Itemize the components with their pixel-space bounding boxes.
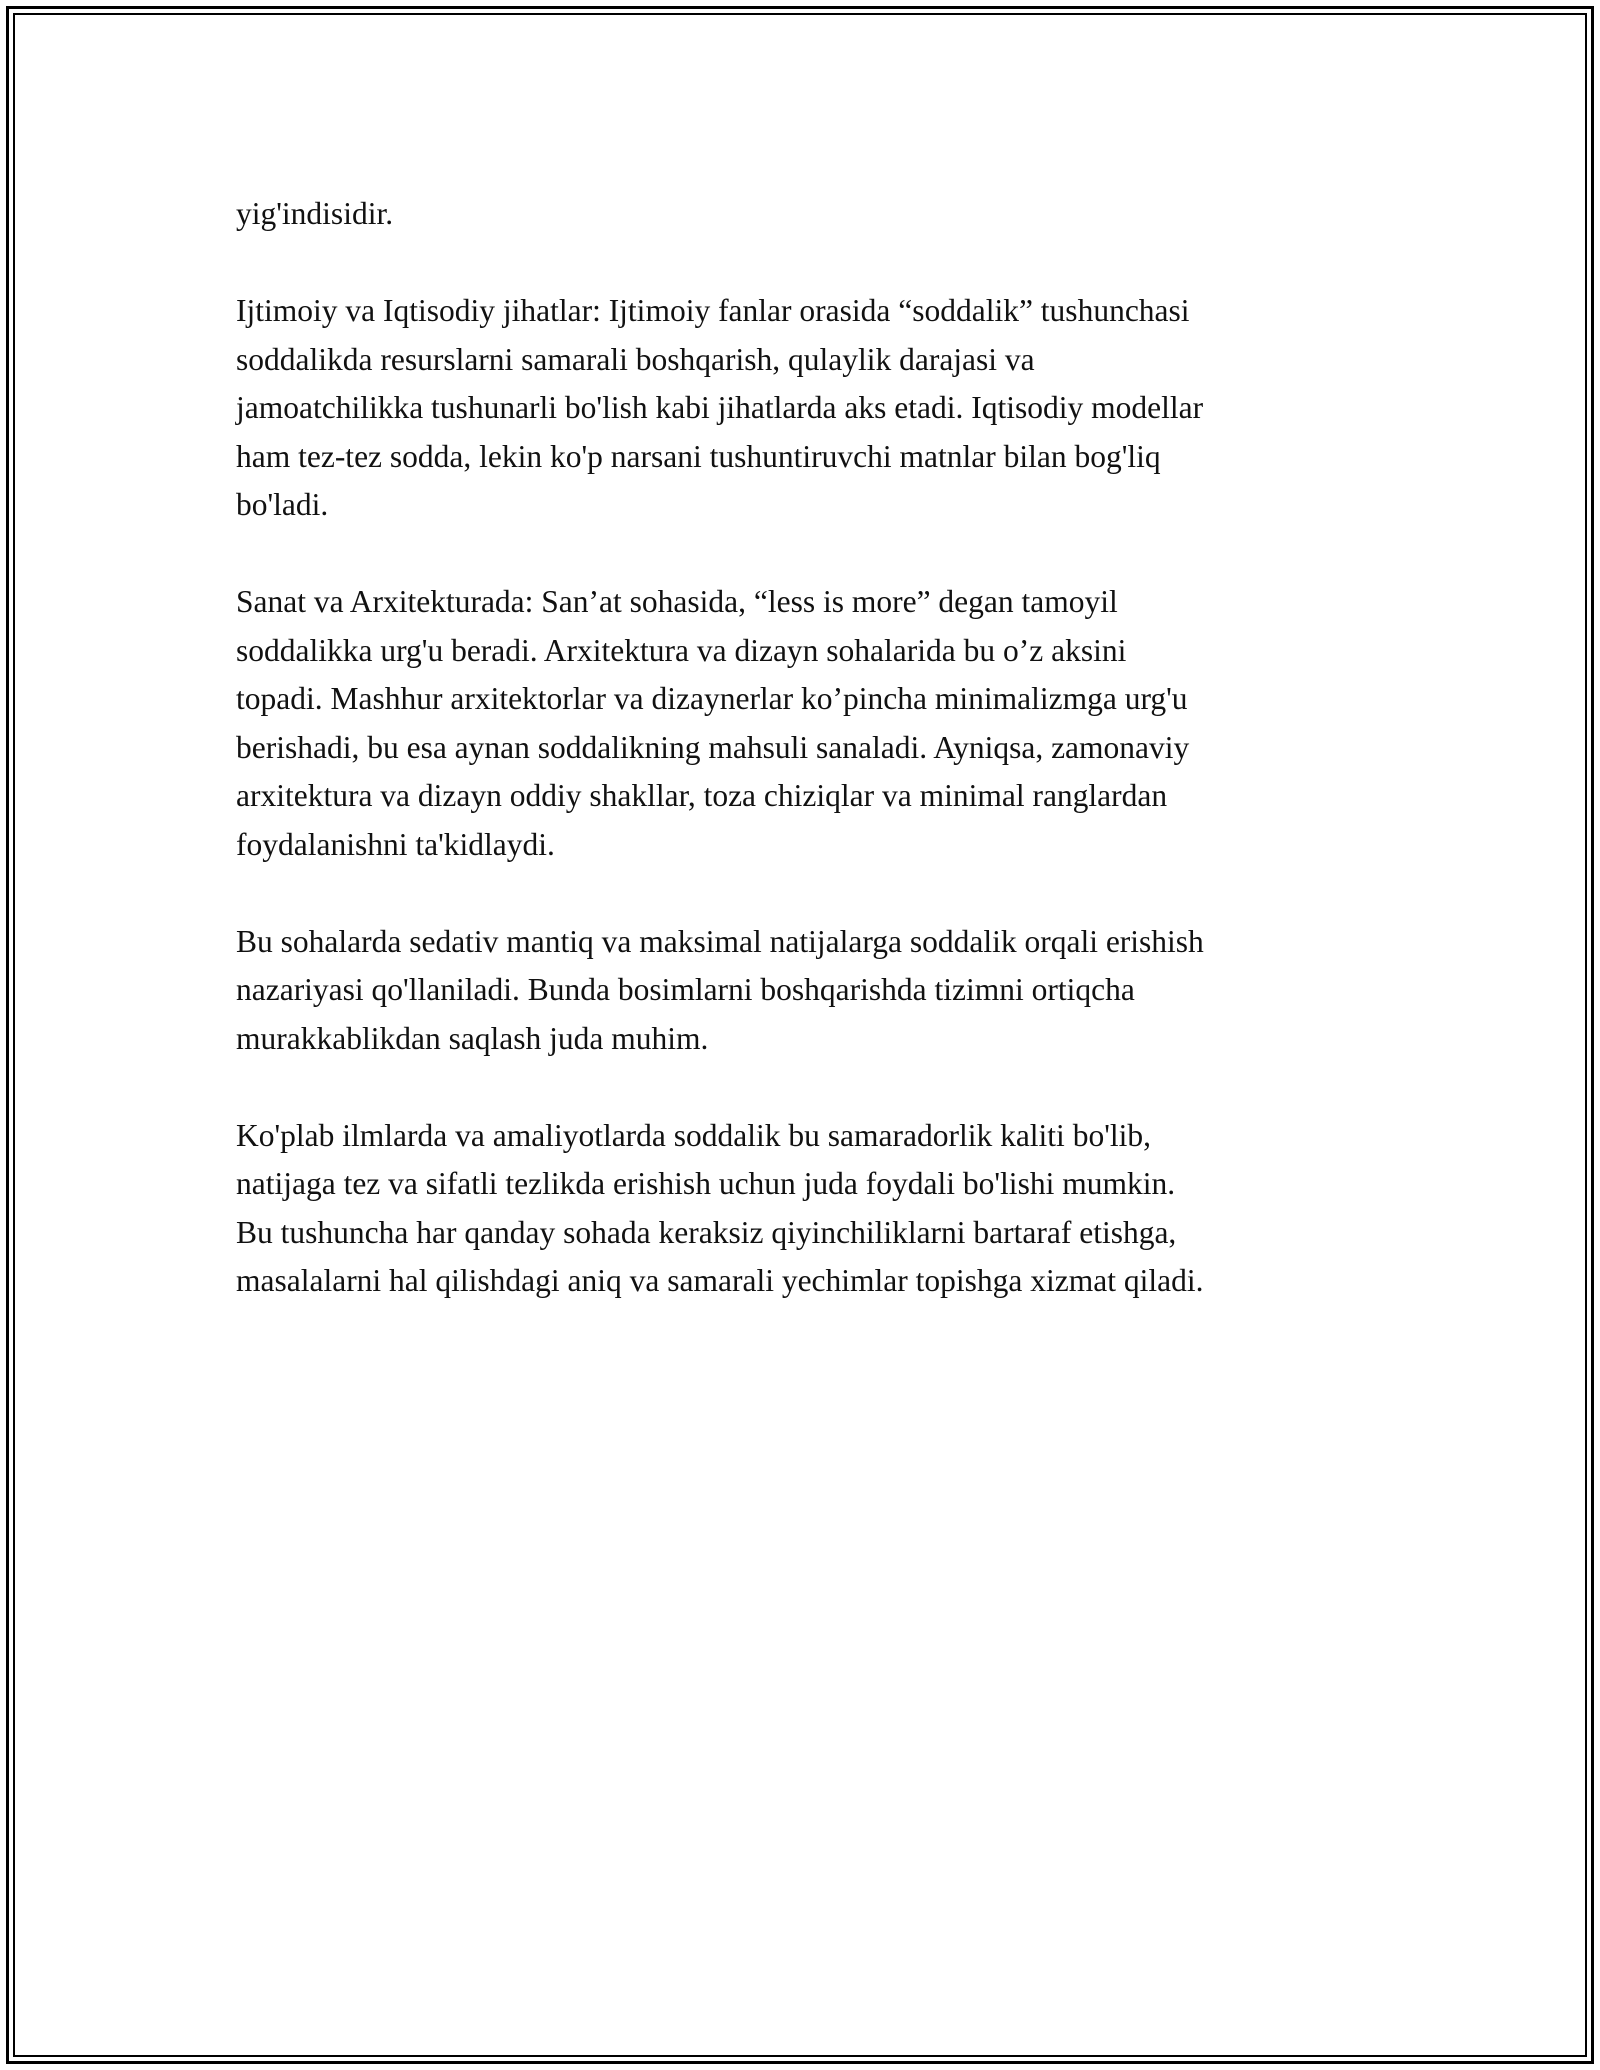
paragraph-sedative-logic: Bu sohalarda sedativ mantiq va maksimal natijalarga soddalik orqali erishish nazariyasi qo'llaniladi. Bunda bosimlarni boshqarishda tizimni ortiqcha murakkablikdan saqlash juda muhim. [236,923,1204,1056]
paragraph-social-economic: Ijtimoiy va Iqtisodiy jihatlar: Ijtimoiy fanlar orasida “soddalik” tushunchasi soddalikda resurslarni samarali boshqarish, qulaylik darajasi va jamoatchilikka tushunarli bo'lish kabi jihatlarda aks etadi. Iqtisodiy modellar ham tez-tez sodda, lekin ko'p narsani tushuntiruvchi matnlar bilan bog'liq bo'ladi. [236,293,1204,522]
paragraph-art-architecture: Sanat va Arxitekturada: San’at sohasida, “less is more” degan tamoyil soddalikka urg'u beradi. Arxitektura va dizayn sohalarida bu o’z aksini topadi. Mashhur arxitektorlar va dizaynerlar ko’pincha minimalizmga urg'u berishadi, bu esa aynan soddalikning mahsuli sanaladi. Ayniqsa, zamonaviy arxitektura va dizayn oddiy shakllar, toza chiziqlar va minimal ranglardan foydalanishni ta'kidlaydi. [236,584,1190,862]
paragraph-conclusion: Ko'plab ilmlarda va amaliyotlarda soddalik bu samaradorlik kaliti bo'lib, natijaga tez va sifatli tezlikda erishish uchun juda foydali bo'lishi mumkin. Bu tushuncha har qanday sohada keraksiz qiyinchiliklarni bartaraf etishga, masalalarni hal qilishdagi aniq va samarali yechimlar topishga xizmat qiladi. [236,1117,1204,1298]
paragraph-continuation: yig'indisidir. [236,196,394,231]
document-body [236,190,1396,1354]
